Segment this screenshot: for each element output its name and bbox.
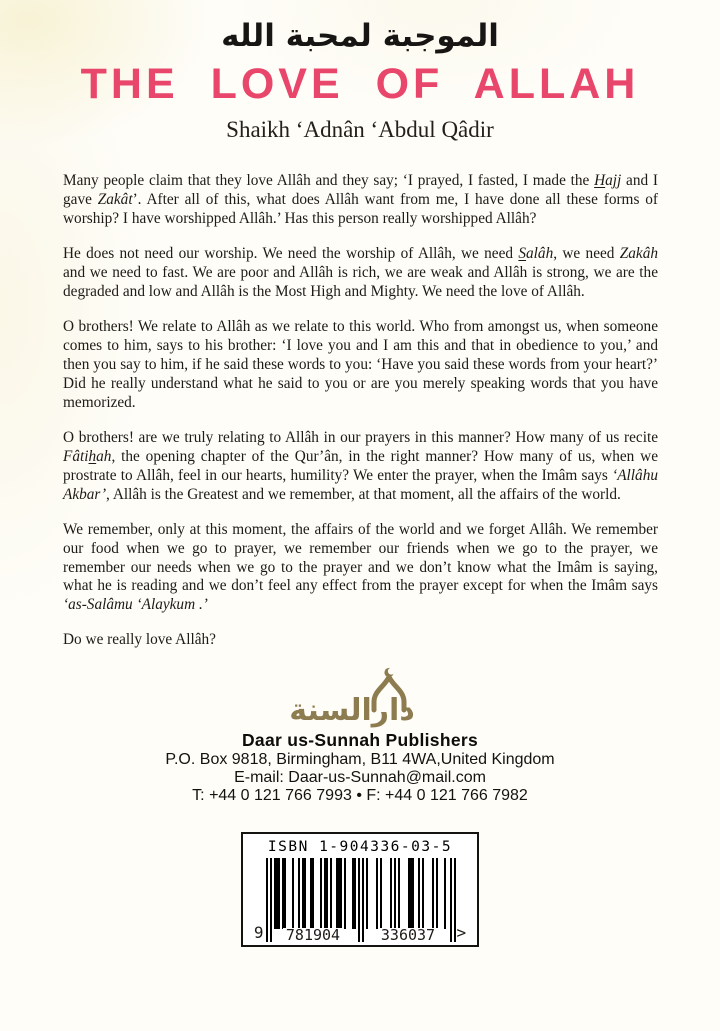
publisher-logo <box>0 666 720 728</box>
logo-arabic-text: دارالسنة <box>289 693 415 729</box>
blurb-paragraph: O brothers! We relate to Allâh as we relate to this world. Who from amongst us, when someone comes to him, says to his brother: ‘I love you and I am this and that in obedience to you,’ and then you say to him, if he said these words to you: ‘Have you said these words from your heart?’ Did he really understand what he said to you or are you merely speaking words that you have memorized. <box>63 318 658 411</box>
barcode-end-mark: > <box>456 923 467 943</box>
book-title: THE LOVE OF ALLAH <box>80 60 640 109</box>
blurb-paragraph: Do we really love Allâh? <box>63 631 216 649</box>
publisher-block <box>0 666 720 805</box>
barcode-digit-group-left: 781904 <box>283 928 343 943</box>
publisher-phone-fax: T: +44 0 121 766 7993 • F: +44 0 121 766 7982 <box>192 787 528 805</box>
barcode-area <box>266 858 456 945</box>
blurb-paragraph: We remember, only at this moment, the affairs of the world and we forget Allâh. We remember our food when we go to prayer, we remember our friends when we go to the prayer, we remember our needs when we go to the prayer and we don’t know what the Imâm is saying, what he is reading and we don’t feel any effect from the prayer except for when the Imâm says ‘as-Salâmu ‘Alaykum .’ <box>63 520 658 614</box>
isbn-number: ISBN 1-904336-03-5 <box>267 839 453 856</box>
publisher-email: E-mail: Daar-us-Sunnah@mail.com <box>234 769 486 787</box>
publisher-name: Daar us-Sunnah Publishers <box>241 730 479 751</box>
mosque-dome-icon <box>282 666 438 728</box>
author-name: Shaikh ‘Adnân ‘Abdul Qâdir <box>226 117 494 143</box>
blurb-paragraph: Many people claim that they love Allâh and they say; ‘I prayed, I fasted, I made the Hajj and I gave Zakât’. After all of this, what does Allâh want from me, I have done all these forms of worship? I have worshipped Allâh.’ Has this person really worshipped Allâh? <box>63 172 659 228</box>
barcode-digit-group-right: 336037 <box>378 928 438 943</box>
blurb-paragraph: O brothers! are we truly relating to Allâh in our prayers in this manner? How many of us recite Fâtihah, the opening chapter of the Qur’ân, in the right manner? How many of us, when we prostrate to Allâh, feel in our hearts, humility? We enter the prayer, when the Imâm says ‘Allâhu Akbar’, Allâh is the Greatest and we remember, at that moment, all the affairs of the world. <box>63 428 658 503</box>
barcode-row <box>252 858 468 945</box>
blurb-paragraph: He does not need our worship. We need the worship of Allâh, we need Salâh, we need Zakâh and we need to fast. We are poor and Allâh is rich, we are weak and Allâh is strong, we are the degraded and low and Allâh is the Most High and Mighty. We need the love of Allâh. <box>63 245 658 301</box>
arabic-calligraphy: الموجبة لمحبة الله <box>221 18 499 54</box>
publisher-address: P.O. Box 9818, Birmingham, B11 4WA,United Kingdom <box>165 751 555 769</box>
barcode-lead-digit: 9 <box>253 923 264 943</box>
barcode-digits <box>266 928 456 943</box>
isbn-barcode <box>241 832 479 947</box>
back-cover-blurb <box>63 172 658 650</box>
